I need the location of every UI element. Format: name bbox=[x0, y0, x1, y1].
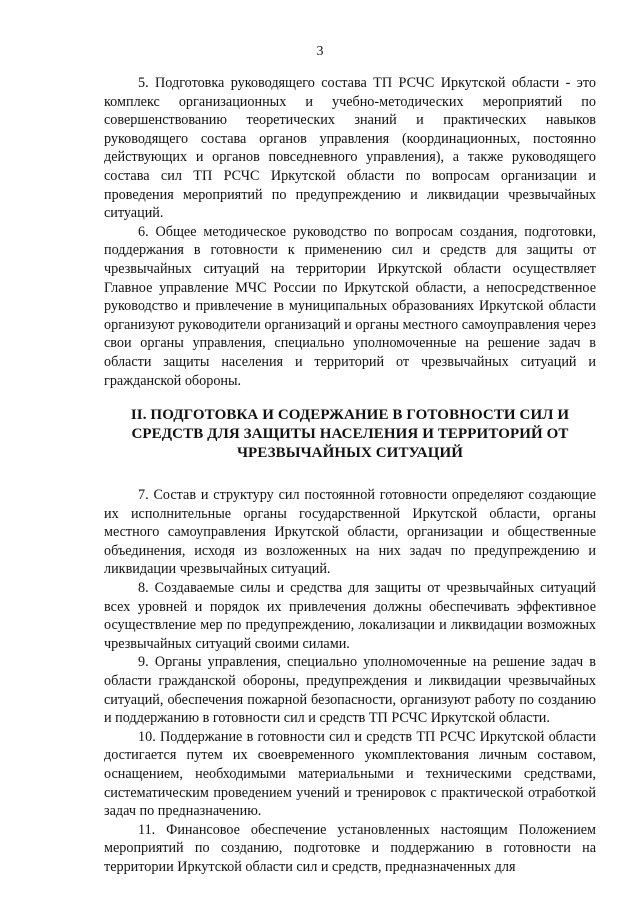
paragraph-10: 10. Поддержание в готовности сил и средств ТП РСЧС Иркутской области достигается путем их своевременного укомплектования личным составом, оснащением, необходимыми материальными и техническими средствами, систематическим проведением учений и тренировок с практической отработкой задач по предназначению. bbox=[104, 728, 596, 820]
page-number: 3 bbox=[316, 44, 324, 59]
document-body bbox=[104, 74, 596, 877]
paragraph-8: 8. Создаваемые силы и средства для защиты от чрезвычайных ситуаций всех уровней и порядок их привлечения должны обеспечивать эффективное осуществление мер по предупреждению, локализации и ликвидации возможных чрезвычайных ситуаций своими силами. bbox=[104, 580, 596, 652]
paragraph-5: 5. Подготовка руководящего состава ТП РСЧС Иркутской области - это комплекс организационных и учебно-методических мероприятий по совершенствованию теоретических знаний и практических навыков руководящего состава органов управления (координационных, постоянно действующих и органов повседневного управления), а также руководящего состава сил ТП РСЧС Иркутской области по вопросам организации и проведения мероприятий по предупреждению и ликвидации чрезвычайных ситуаций. bbox=[104, 75, 596, 222]
paragraph-7: 7. Состав и структуру сил постоянной готовности определяют создающие их исполнительные органы государственной Иркутской области, органы местного самоуправления Иркутской области, организации и общественные объединения, исходя из возложенных на них задач по предупреждению и ликвидации чрезвычайных ситуаций. bbox=[104, 487, 596, 578]
paragraph-9: 9. Органы управления, специально уполномоченные на решение задач в области гражданской обороны, предупреждения и ликвидации чрезвычайных ситуаций, обеспечения пожарной безопасности, организуют работу по созданию и поддержанию в готовности сил и средств ТП РСЧС Иркутской области. bbox=[104, 654, 596, 727]
paragraph-11: 11. Финансовое обеспечение установленных настоящим Положением мероприятий по созданию, подготовке и поддержанию в готовности на территории Иркутской области сил и средств, предназначенных для bbox=[104, 821, 596, 875]
paragraph-6: 6. Общее методическое руководство по вопросам создания, подготовки, поддержания в готовности к применению сил и средств для защиты от чрезвычайных ситуаций на территории Иркутской области осуществляет Главное управление МЧС России по Иркутской области, а непосредственное руководство и привлечение в муниципальных образованиях Иркутской области организуют руководители организаций и органы местного самоуправления через свои органы управления, специально уполномоченные на решение задач в области защиты населения и территорий от чрезвычайных ситуаций и гражданской обороны. bbox=[104, 223, 596, 389]
section-heading: II. ПОДГОТОВКА И СОДЕРЖАНИЕ В ГОТОВНОСТИ СИЛ И СРЕДСТВ ДЛЯ ЗАЩИТЫ НАСЕЛЕНИЯ И ТЕРРИТОРИЙ ОТ ЧРЕЗВЫЧАЙНЫХ СИТУАЦИЙ bbox=[130, 407, 570, 462]
